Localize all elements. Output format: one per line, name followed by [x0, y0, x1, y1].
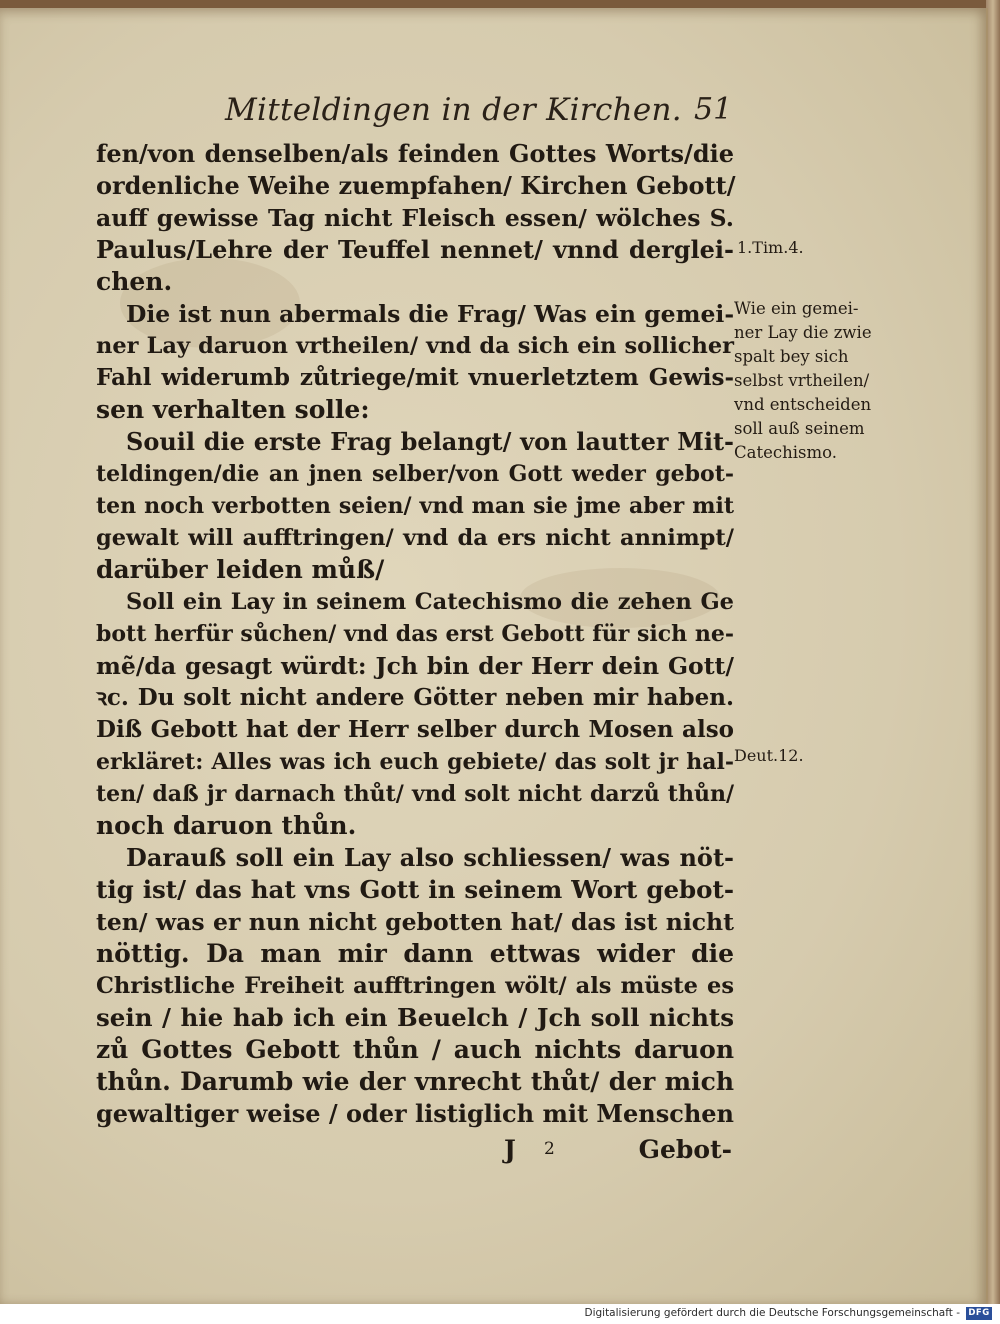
funding-credit: Digitalisierung gefördert durch die Deutsche Forschungsgemeinschaft - — [584, 1307, 960, 1319]
text-line: ordenliche Weihe zuempfahen/ Kirchen Gebott/ — [96, 171, 736, 200]
catchword: Gebot- — [638, 1135, 732, 1164]
signature-number: 2 — [544, 1139, 555, 1159]
text-line: thůn. Darumb wie der vnrecht thůt/ der mich — [96, 1067, 734, 1096]
text-line: erkläret: Alles was ich euch gebiete/ das solt jr hal- — [96, 749, 734, 775]
text-line: ten/ daß jr darnach thůt/ vnd solt nicht darzů thůn/ — [96, 781, 734, 807]
text-line: fen/von denselben/als feinden Gottes Worts/die — [96, 139, 734, 168]
text-line: Die ist nun abermals die Frag/ Was ein gemei- — [126, 300, 735, 328]
body-text — [96, 138, 734, 1130]
margin-reference-timothy: 1.Tim.4. — [737, 238, 804, 257]
text-line: Christliche Freiheit aufftringen wölt/ als müste es — [96, 973, 734, 999]
text-line: Soll ein Lay in seinem Catechismo die zehen Ge — [126, 589, 734, 615]
text-line: gewaltiger weise / oder listiglich mit Menschen — [96, 1099, 734, 1128]
text-line: noch daruon thůn. — [96, 811, 357, 840]
running-title: Mitteldingen in der Kirchen. — [225, 92, 682, 128]
text-line: mẽ/da gesagt würdt: Jch bin der Herr dein Gott/ — [96, 652, 734, 680]
page-edge-right — [986, 0, 1000, 1306]
gloss-line: Wie ein gemei- — [734, 299, 859, 318]
gloss-line: Catechismo. — [734, 443, 838, 462]
text-line: darüber leiden můß/ — [96, 555, 385, 584]
margin-reference-deuteronomy: Deut.12. — [734, 746, 804, 765]
text-line: tig ist/ das hat vns Gott in seinem Wort gebot- — [96, 875, 734, 904]
dfg-logo[interactable]: DFG — [966, 1307, 992, 1320]
text-line: ner Lay daruon vrtheilen/ vnd da sich ein sollicher — [96, 333, 734, 359]
page-number: 51 — [694, 92, 733, 127]
gloss-line: spalt bey sich — [734, 347, 849, 366]
text-line: chen. — [96, 267, 173, 296]
page-footer — [96, 1135, 732, 1167]
gloss-line: selbst vrtheilen/ — [734, 371, 870, 390]
text-line: auff gewisse Tag nicht Fleisch essen/ wölches S. — [96, 204, 734, 232]
text-line: Fahl widerumb zůtriege/mit vnuerletztem Gewis- — [96, 364, 734, 391]
margin-gloss — [734, 297, 894, 465]
text-line: sein / hie hab ich ein Beuelch / Jch soll nichts — [96, 1003, 734, 1032]
gloss-line: vnd entscheiden — [734, 395, 872, 414]
text-line: gewalt will aufftringen/ vnd da ers nicht annimpt/ — [96, 525, 734, 551]
text-line: ꝛc. Du solt nicht andere Götter neben mir haben. — [96, 684, 734, 711]
text-line: nöttig. Da man mir dann ettwas wider die — [96, 939, 734, 968]
text-line: zů Gottes Gebott thůn / auch nichts daruon — [96, 1035, 734, 1064]
text-line: bott herfür sůchen/ vnd das erst Gebott für sich ne- — [96, 621, 734, 647]
text-line: Diß Gebott hat der Herr selber durch Mosen also — [96, 716, 734, 743]
text-line: Paulus/Lehre der Teuffel nennet/ vnnd derglei- — [96, 235, 734, 264]
gloss-line: soll auß seinem — [734, 419, 865, 438]
gloss-line: ner Lay die zwie — [734, 323, 872, 342]
text-line: ten noch verbotten seien/ vnd man sie jme aber mit — [96, 493, 734, 519]
text-line: sen verhalten solle: — [96, 395, 370, 424]
text-line: Souil die erste Frag belangt/ von lautter Mit- — [126, 427, 734, 456]
signature-mark: J — [504, 1135, 516, 1164]
text-line: ten/ was er nun nicht gebotten hat/ das ist nicht — [96, 908, 734, 936]
text-line: teldingen/die an jnen selber/von Gott weder gebot- — [96, 461, 734, 487]
text-line: Darauß soll ein Lay also schliessen/ was nöt- — [126, 843, 734, 872]
